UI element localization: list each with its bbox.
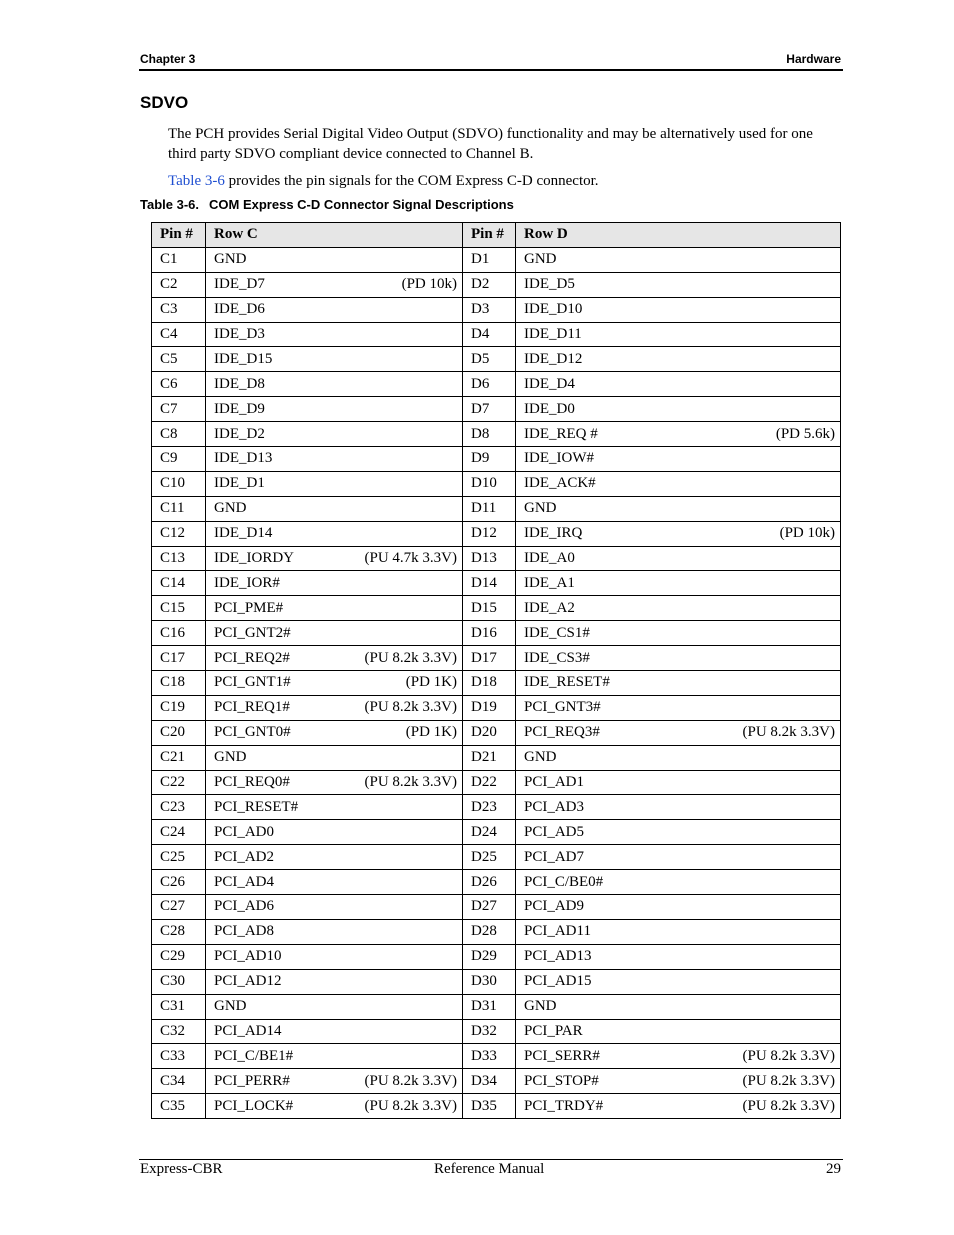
- signal-name: PCI_AD5: [524, 823, 585, 840]
- pin-c-cell: C34: [152, 1069, 206, 1094]
- signal-name: PCI_C/BE0#: [524, 873, 604, 890]
- pin-c-cell: C10: [152, 471, 206, 496]
- pin-d-cell: D2: [463, 272, 516, 297]
- signal-name: PCI_AD8: [214, 923, 275, 940]
- pin-c-cell: C21: [152, 745, 206, 770]
- signal-name: PCI_AD9: [524, 898, 585, 915]
- row-d-cell: [516, 720, 841, 745]
- row-d-cell: [516, 496, 841, 521]
- pin-c-cell: C18: [152, 671, 206, 696]
- pin-d-cell: D18: [463, 671, 516, 696]
- row-d-cell: [516, 347, 841, 372]
- row-d-cell: [516, 621, 841, 646]
- signal-note: (PU 8.2k 3.3V): [364, 1097, 457, 1114]
- row-d-cell: [516, 870, 841, 895]
- row-c-cell: [206, 621, 463, 646]
- row-d-cell: [516, 571, 841, 596]
- table-row: [152, 571, 841, 596]
- footer-document: Reference Manual: [434, 1161, 545, 1177]
- row-c-cell: [206, 596, 463, 621]
- signal-name: GND: [214, 998, 247, 1015]
- pin-d-cell: D20: [463, 720, 516, 745]
- table-row: [152, 521, 841, 546]
- signal-name: PCI_AD1: [524, 774, 585, 791]
- pin-d-cell: D7: [463, 397, 516, 422]
- signal-name: PCI_C/BE1#: [214, 1047, 294, 1064]
- table-row: [152, 621, 841, 646]
- row-c-cell: [206, 720, 463, 745]
- signal-name: IDE_D3: [214, 326, 265, 342]
- table-header-row: [152, 223, 841, 248]
- signal-note: (PU 8.2k 3.3V): [364, 699, 457, 716]
- pin-d-cell: D21: [463, 745, 516, 770]
- signal-name: IDE_IORDY: [214, 550, 294, 567]
- row-c-cell: [206, 795, 463, 820]
- table-row: [152, 845, 841, 870]
- pin-c-cell: C24: [152, 820, 206, 845]
- signal-name: PCI_AD15: [524, 973, 592, 990]
- row-d-cell: [516, 820, 841, 845]
- table-body: [152, 247, 841, 1118]
- row-d-cell: [516, 272, 841, 297]
- signal-note: (PD 1K): [405, 674, 457, 691]
- row-d-cell: [516, 770, 841, 795]
- row-c-cell: [206, 895, 463, 920]
- signal-name: PCI_AD7: [524, 848, 585, 865]
- pin-c-cell: C25: [152, 845, 206, 870]
- table-row: [152, 297, 841, 322]
- pin-c-cell: C17: [152, 646, 206, 671]
- pin-c-cell: C27: [152, 895, 206, 920]
- pin-d-cell: D16: [463, 621, 516, 646]
- row-c-cell: [206, 646, 463, 671]
- signal-name: PCI_GNT2#: [214, 624, 291, 641]
- row-c-cell: [206, 695, 463, 720]
- signal-name: GND: [214, 251, 247, 268]
- table-row: [152, 944, 841, 969]
- signal-name: IDE_D6: [214, 301, 265, 318]
- table-caption: [140, 197, 514, 212]
- page-header: [139, 51, 843, 71]
- row-c-cell: [206, 571, 463, 596]
- pin-d-cell: D33: [463, 1044, 516, 1069]
- row-c-cell: [206, 671, 463, 696]
- pin-c-cell: C20: [152, 720, 206, 745]
- table-row: [152, 422, 841, 447]
- row-c-cell: [206, 994, 463, 1019]
- signal-name: IDE_CS1#: [524, 624, 590, 641]
- pin-c-cell: C22: [152, 770, 206, 795]
- row-c-cell: [206, 1019, 463, 1044]
- signal-note: (PD 10k): [401, 276, 457, 293]
- signal-name: GND: [214, 749, 247, 766]
- signal-name: IDE_CS3#: [524, 649, 590, 666]
- pin-c-cell: C23: [152, 795, 206, 820]
- signal-name: GND: [524, 749, 557, 766]
- pin-d-cell: D12: [463, 521, 516, 546]
- signal-name: IDE_A0: [524, 550, 575, 567]
- table-row: [152, 795, 841, 820]
- row-d-cell: [516, 795, 841, 820]
- pin-d-cell: D26: [463, 870, 516, 895]
- pin-d-cell: D4: [463, 322, 516, 347]
- pin-c-cell: C29: [152, 944, 206, 969]
- pin-c-cell: C31: [152, 994, 206, 1019]
- signal-name: PCI_AD2: [214, 848, 275, 865]
- pin-c-cell: C2: [152, 272, 206, 297]
- row-d-cell: [516, 247, 841, 272]
- signal-name: PCI_REQ0#: [214, 774, 290, 791]
- row-c-cell: [206, 372, 463, 397]
- signal-name: IDE_RESET#: [524, 674, 610, 691]
- row-d-cell: [516, 322, 841, 347]
- row-c-cell: [206, 1069, 463, 1094]
- pin-d-cell: D8: [463, 422, 516, 447]
- signal-name: IDE_A2: [524, 599, 575, 616]
- table-row: [152, 347, 841, 372]
- row-d-cell: [516, 422, 841, 447]
- table-reference-text: provides the pin signals for the COM Express C-D connector.: [224, 173, 599, 189]
- signal-note: (PD 5.6k): [775, 425, 835, 442]
- signal-name: IDE_A1: [524, 574, 575, 591]
- signal-name: PCI_GNT0#: [214, 724, 291, 741]
- row-c-cell: [206, 521, 463, 546]
- table-row: [152, 695, 841, 720]
- row-d-cell: [516, 372, 841, 397]
- row-c-cell: [206, 944, 463, 969]
- table-row: [152, 820, 841, 845]
- signal-name: GND: [214, 500, 247, 517]
- table-row: [152, 969, 841, 994]
- row-c-cell: [206, 247, 463, 272]
- signal-name: PCI_LOCK#: [214, 1097, 294, 1114]
- table-row: [152, 471, 841, 496]
- pin-c-cell: C26: [152, 870, 206, 895]
- signal-name: PCI_AD11: [524, 923, 591, 940]
- row-c-cell: [206, 397, 463, 422]
- signal-note: (PU 8.2k 3.3V): [742, 1072, 835, 1089]
- pin-c-cell: C9: [152, 447, 206, 472]
- signal-name: IDE_D14: [214, 525, 273, 542]
- pin-c-cell: C7: [152, 397, 206, 422]
- table-row: [152, 671, 841, 696]
- pin-d-cell: D9: [463, 447, 516, 472]
- row-c-cell: [206, 845, 463, 870]
- row-d-cell: [516, 671, 841, 696]
- row-c-cell: [206, 1094, 463, 1119]
- pin-c-cell: C16: [152, 621, 206, 646]
- signal-name: PCI_RESET#: [214, 798, 299, 815]
- signal-name: GND: [524, 251, 557, 268]
- pin-c-cell: C30: [152, 969, 206, 994]
- pin-d-cell: D14: [463, 571, 516, 596]
- row-d-cell: [516, 471, 841, 496]
- table-row: [152, 272, 841, 297]
- row-d-cell: [516, 297, 841, 322]
- signal-name: PCI_TRDY#: [524, 1097, 604, 1114]
- table-row: [152, 1069, 841, 1094]
- pin-d-cell: D30: [463, 969, 516, 994]
- signal-name: IDE_D5: [524, 276, 575, 293]
- column-header: Pin #: [463, 223, 516, 248]
- table-row: [152, 745, 841, 770]
- row-d-cell: [516, 1069, 841, 1094]
- table-row: [152, 1094, 841, 1119]
- row-d-cell: [516, 969, 841, 994]
- table-row: [152, 322, 841, 347]
- signal-note: (PD 1K): [405, 724, 457, 741]
- table-row: [152, 994, 841, 1019]
- table-row: [152, 895, 841, 920]
- row-d-cell: [516, 546, 841, 571]
- row-d-cell: [516, 994, 841, 1019]
- pin-d-cell: D22: [463, 770, 516, 795]
- signal-name: IDE_D13: [214, 450, 273, 467]
- row-d-cell: [516, 596, 841, 621]
- row-c-cell: [206, 546, 463, 571]
- signal-name: PCI_REQ2#: [214, 649, 290, 666]
- signal-name: PCI_REQ3#: [524, 724, 600, 741]
- table-row: [152, 546, 841, 571]
- signal-name: PCI_AD6: [214, 898, 275, 915]
- pin-c-cell: C13: [152, 546, 206, 571]
- pin-d-cell: D10: [463, 471, 516, 496]
- page-footer: [139, 1159, 843, 1181]
- table-link[interactable]: Table 3-6: [168, 173, 225, 189]
- row-d-cell: [516, 397, 841, 422]
- table-row: [152, 372, 841, 397]
- row-c-cell: [206, 447, 463, 472]
- table-row: [152, 919, 841, 944]
- row-c-cell: [206, 919, 463, 944]
- pin-d-cell: D28: [463, 919, 516, 944]
- pin-c-cell: C8: [152, 422, 206, 447]
- table-row: [152, 870, 841, 895]
- footer-product: Express-CBR: [140, 1161, 223, 1177]
- pin-d-cell: D23: [463, 795, 516, 820]
- table-reference-paragraph: [168, 171, 844, 191]
- signal-note: (PU 8.2k 3.3V): [742, 724, 835, 741]
- pin-c-cell: C1: [152, 247, 206, 272]
- row-d-cell: [516, 1019, 841, 1044]
- table-row: [152, 447, 841, 472]
- signal-name: PCI_STOP#: [524, 1072, 599, 1089]
- row-d-cell: [516, 1094, 841, 1119]
- column-header: Pin #: [152, 223, 206, 248]
- signal-name: PCI_PME#: [214, 599, 284, 616]
- signal-name: IDE_IOR#: [214, 574, 280, 591]
- pin-d-cell: D24: [463, 820, 516, 845]
- pin-d-cell: D27: [463, 895, 516, 920]
- pin-c-cell: C28: [152, 919, 206, 944]
- signal-name: PCI_AD0: [214, 823, 275, 840]
- table-row: [152, 646, 841, 671]
- pin-d-cell: D6: [463, 372, 516, 397]
- row-d-cell: [516, 745, 841, 770]
- pin-c-cell: C4: [152, 322, 206, 347]
- signal-note: (PU 8.2k 3.3V): [364, 1072, 457, 1089]
- pin-d-cell: D34: [463, 1069, 516, 1094]
- signal-name: IDE_D15: [214, 350, 273, 367]
- column-header: Row C: [206, 223, 463, 248]
- page-number: 29: [826, 1161, 841, 1177]
- table-caption-number: Table 3-6.: [140, 197, 200, 212]
- row-d-cell: [516, 695, 841, 720]
- row-d-cell: [516, 646, 841, 671]
- pin-d-cell: D5: [463, 347, 516, 372]
- pin-c-cell: C15: [152, 596, 206, 621]
- row-c-cell: [206, 820, 463, 845]
- row-c-cell: [206, 870, 463, 895]
- pin-d-cell: D35: [463, 1094, 516, 1119]
- row-c-cell: [206, 272, 463, 297]
- signal-name: IDE_D9: [214, 400, 265, 417]
- signal-name: IDE_ACK#: [524, 475, 596, 492]
- pin-d-cell: D31: [463, 994, 516, 1019]
- pin-d-cell: D1: [463, 247, 516, 272]
- pin-d-cell: D29: [463, 944, 516, 969]
- signal-table: [151, 222, 841, 1119]
- signal-name: IDE_D0: [524, 400, 575, 417]
- row-d-cell: [516, 521, 841, 546]
- signal-note: (PU 8.2k 3.3V): [742, 1097, 835, 1114]
- pin-d-cell: D11: [463, 496, 516, 521]
- signal-name: PCI_PAR: [524, 1022, 583, 1039]
- signal-name: PCI_AD10: [214, 948, 282, 965]
- row-d-cell: [516, 895, 841, 920]
- signal-name: IDE_D2: [214, 425, 265, 442]
- signal-name: IDE_D7: [214, 276, 265, 293]
- table-row: [152, 247, 841, 272]
- row-c-cell: [206, 770, 463, 795]
- signal-name: PCI_AD13: [524, 948, 592, 965]
- pin-c-cell: C3: [152, 297, 206, 322]
- row-c-cell: [206, 969, 463, 994]
- signal-name: GND: [524, 998, 557, 1015]
- pin-d-cell: D3: [463, 297, 516, 322]
- row-d-cell: [516, 447, 841, 472]
- signal-name: PCI_SERR#: [524, 1047, 600, 1064]
- signal-name: IDE_REQ #: [524, 425, 598, 442]
- table-row: [152, 1019, 841, 1044]
- signal-name: IDE_D4: [524, 375, 575, 392]
- column-header: Row D: [516, 223, 841, 248]
- pin-d-cell: D17: [463, 646, 516, 671]
- signal-name: IDE_D12: [524, 350, 583, 367]
- signal-name: IDE_D10: [524, 301, 583, 318]
- pin-d-cell: D13: [463, 546, 516, 571]
- table-row: [152, 596, 841, 621]
- table-row: [152, 770, 841, 795]
- table-row: [152, 397, 841, 422]
- pin-c-cell: C12: [152, 521, 206, 546]
- pin-d-cell: D25: [463, 845, 516, 870]
- table-row: [152, 496, 841, 521]
- signal-name: IDE_D8: [214, 375, 265, 392]
- signal-name: IDE_IRQ: [524, 525, 583, 542]
- row-c-cell: [206, 1044, 463, 1069]
- signal-note: (PU 8.2k 3.3V): [364, 649, 457, 666]
- signal-note: (PU 4.7k 3.3V): [364, 550, 457, 567]
- pin-d-cell: D15: [463, 596, 516, 621]
- table-caption-title: COM Express C-D Connector Signal Descriptions: [209, 197, 514, 212]
- signal-name: GND: [524, 500, 557, 517]
- pin-c-cell: C14: [152, 571, 206, 596]
- signal-name: PCI_GNT1#: [214, 674, 291, 691]
- row-c-cell: [206, 347, 463, 372]
- pin-c-cell: C35: [152, 1094, 206, 1119]
- section-title: SDVO: [140, 93, 189, 112]
- signal-name: PCI_AD14: [214, 1022, 282, 1039]
- signal-name: IDE_D11: [524, 326, 582, 342]
- row-c-cell: [206, 471, 463, 496]
- signal-name: IDE_IOW#: [524, 450, 594, 467]
- signal-name: PCI_REQ1#: [214, 699, 290, 716]
- row-d-cell: [516, 919, 841, 944]
- pin-c-cell: C5: [152, 347, 206, 372]
- signal-name: PCI_PERR#: [214, 1072, 290, 1089]
- chapter-label: Chapter 3: [140, 52, 196, 66]
- table-row: [152, 1044, 841, 1069]
- row-d-cell: [516, 1044, 841, 1069]
- row-c-cell: [206, 496, 463, 521]
- pin-c-cell: C11: [152, 496, 206, 521]
- pin-c-cell: C19: [152, 695, 206, 720]
- pin-d-cell: D32: [463, 1019, 516, 1044]
- table-row: [152, 720, 841, 745]
- row-c-cell: [206, 745, 463, 770]
- signal-name: PCI_GNT3#: [524, 699, 601, 716]
- row-d-cell: [516, 845, 841, 870]
- signal-note: (PD 10k): [779, 525, 835, 542]
- signal-note: (PU 8.2k 3.3V): [742, 1047, 835, 1064]
- pin-d-cell: D19: [463, 695, 516, 720]
- section-label: Hardware: [786, 52, 841, 66]
- pin-c-cell: C6: [152, 372, 206, 397]
- signal-name: IDE_D1: [214, 475, 265, 492]
- signal-note: (PU 8.2k 3.3V): [364, 774, 457, 791]
- signal-name: PCI_AD3: [524, 798, 585, 815]
- row-c-cell: [206, 322, 463, 347]
- row-c-cell: [206, 422, 463, 447]
- intro-paragraph: The PCH provides Serial Digital Video Output (SDVO) functionality and may be alternatively used for one third party SDVO compliant device connected to Channel B.: [168, 126, 813, 162]
- row-d-cell: [516, 944, 841, 969]
- row-c-cell: [206, 297, 463, 322]
- signal-name: PCI_AD4: [214, 873, 275, 890]
- pin-c-cell: C32: [152, 1019, 206, 1044]
- signal-name: PCI_AD12: [214, 973, 282, 990]
- pin-c-cell: C33: [152, 1044, 206, 1069]
